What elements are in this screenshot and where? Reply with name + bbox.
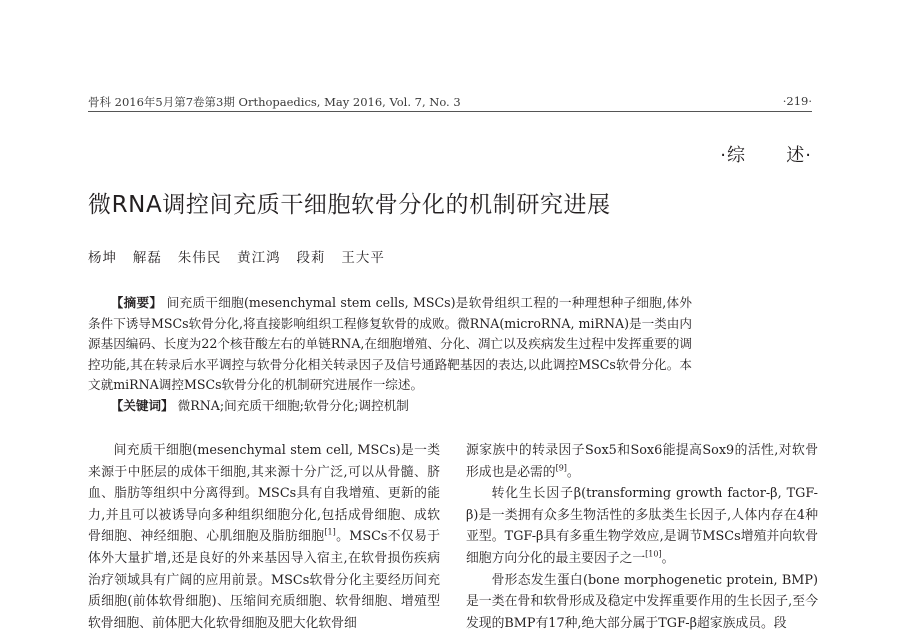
abstract-label: 【摘要】 xyxy=(110,295,163,310)
body-paragraph: 源家族中的转录因子Sox5和Sox6能提高Sox9的活性,对软骨形成也是必需的[9]。 xyxy=(466,443,818,480)
running-header xyxy=(88,94,812,112)
body-paragraph: 骨形态发生蛋白(bone morphogenetic protein, BMP)是一类在骨和软骨形成及稳定中发挥重要作用的生长因子,至今发现的BMP有17种,绝大部分属于TGF-β超家族成员。段 xyxy=(466,572,818,631)
keywords-text: 微RNA;间充质干细胞;软骨分化;调控机制 xyxy=(177,397,409,413)
journal-citation: 骨科 2016年5月第7卷第3期 Orthopaedics, May 2016, Vol. 7, No. 3 xyxy=(88,95,461,109)
keywords-label: 【关键词】 xyxy=(110,397,174,413)
abstract-text: 间充质干细胞(mesenchymal stem cells, MSCs)是软骨组织工程的一种理想种子细胞,体外条件下诱导MSCs软骨分化,将直接影响组织工程修复软骨的成败。微RNA(microRNA, miRNA)是一类由内源基因编码、长度为22个核苷酸左右的单链RNA,在细胞增殖、分化、凋亡以及疾病发生过程中发挥重要的调控功能,其在转录后水平调控与软骨分化相关转录因子及信号通路靶基因的表达,以此调控MSCs软骨分化。本文就miRNA调控MSCs软骨分化的机制研究进展作一综述。 xyxy=(88,295,692,392)
abstract-block xyxy=(88,293,692,416)
citation-ref: [9] xyxy=(555,463,567,473)
citation-ref: [10] xyxy=(645,549,662,559)
keywords-paragraph xyxy=(88,396,692,417)
abstract-paragraph xyxy=(88,293,692,396)
body-right-column xyxy=(466,440,818,634)
citation-ref: [1] xyxy=(324,528,336,538)
body-left-column xyxy=(88,440,440,634)
section-label: ·综 述· xyxy=(720,145,812,166)
author-list: 杨坤 解磊 朱伟民 黄江鸿 段莉 王大平 xyxy=(88,250,385,266)
article-title: 微RNA调控间充质干细胞软骨分化的机制研究进展 xyxy=(88,192,611,218)
body-paragraph: 间充质干细胞(mesenchymal stem cell, MSCs)是一类来源于中胚层的成体干细胞,其来源十分广泛,可以从骨髓、脐血、脂肪等组织中分离得到。MSCs具有自我增殖、更新的能力,并且可以被诱导向多种组织细胞分化,包括成骨细胞、成软骨细胞、神经细胞、心肌细胞及脂肪细胞[1]。MSCs不仅易于体外大量扩增,还是良好的外来基因导入宿主,在软骨损伤疾病治疗领域具有广阔的应用前景。MSCs软骨分化主要经历间充质细胞(前体软骨细胞)、压缩间充质细胞、软骨细胞、增殖型软骨细胞、前体肥大化软骨细胞及肥大化软骨细 xyxy=(88,443,441,631)
body-paragraph: 转化生长因子β(transforming growth factor-β, TGF-β)是一类拥有众多生物活性的多肽类生长因子,人体内存在4种亚型。TGF-β具有多重生物学效应,是调节MSCs增殖并向软骨细胞方向分化的最主要因子之一[10]。 xyxy=(466,486,818,566)
page-number: ·219· xyxy=(782,94,812,108)
